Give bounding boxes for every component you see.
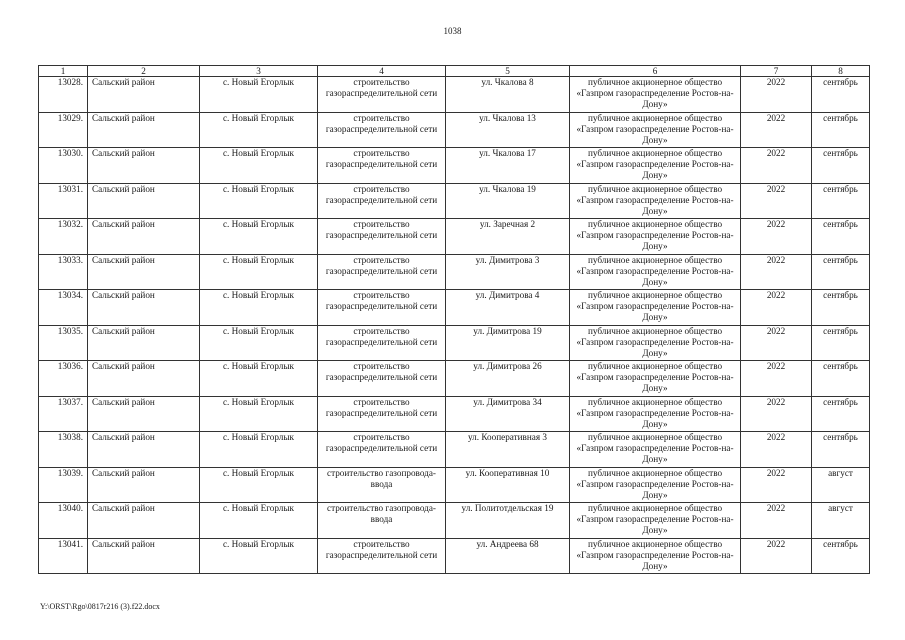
table-row: [39, 396, 870, 432]
district-cell: Сальский район: [88, 361, 200, 397]
organization-cell: публичное акционерное общество «Газпром газораспределение Ростов-на-Дону»: [570, 432, 741, 468]
address-cell: ул. Заречная 2: [446, 219, 570, 255]
year-cell: 2022: [741, 112, 812, 148]
district-cell: Сальский район: [88, 325, 200, 361]
table-row: [39, 148, 870, 184]
work-type-cell: строительство газораспределительной сети: [318, 538, 446, 574]
address-cell: ул. Димитрова 4: [446, 290, 570, 326]
month-cell: август: [812, 467, 870, 503]
address-cell: ул. Димитрова 26: [446, 361, 570, 397]
settlement-cell: с. Новый Егорлык: [200, 77, 318, 113]
table-row: [39, 183, 870, 219]
year-cell: 2022: [741, 361, 812, 397]
organization-cell: публичное акционерное общество «Газпром газораспределение Ростов-на-Дону»: [570, 112, 741, 148]
settlement-cell: с. Новый Егорлык: [200, 290, 318, 326]
settlement-cell: с. Новый Егорлык: [200, 219, 318, 255]
district-cell: Сальский район: [88, 219, 200, 255]
year-cell: 2022: [741, 290, 812, 326]
organization-cell: публичное акционерное общество «Газпром газораспределение Ростов-на-Дону»: [570, 325, 741, 361]
table-row: [39, 77, 870, 113]
footer-file-path: Y:\ORST\Rgo\0817r216 (3).f22.docx: [40, 602, 160, 611]
year-cell: 2022: [741, 467, 812, 503]
work-type-cell: строительство газораспределительной сети: [318, 219, 446, 255]
address-cell: ул. Политотдельская 19: [446, 503, 570, 539]
work-type-cell: строительство газораспределительной сети: [318, 77, 446, 113]
table-row: [39, 112, 870, 148]
address-cell: ул. Чкалова 19: [446, 183, 570, 219]
column-header: 4: [318, 66, 446, 77]
settlement-cell: с. Новый Егорлык: [200, 183, 318, 219]
address-cell: ул. Андреева 68: [446, 538, 570, 574]
row-number-cell: 13028.: [39, 77, 88, 113]
district-cell: Сальский район: [88, 254, 200, 290]
settlement-cell: с. Новый Егорлык: [200, 325, 318, 361]
settlement-cell: с. Новый Егорлык: [200, 432, 318, 468]
organization-cell: публичное акционерное общество «Газпром газораспределение Ростов-на-Дону»: [570, 219, 741, 255]
column-header: 1: [39, 66, 88, 77]
work-type-cell: строительство газораспределительной сети: [318, 361, 446, 397]
year-cell: 2022: [741, 538, 812, 574]
column-header: 3: [200, 66, 318, 77]
row-number-cell: 13031.: [39, 183, 88, 219]
address-cell: ул. Димитрова 3: [446, 254, 570, 290]
month-cell: сентябрь: [812, 432, 870, 468]
organization-cell: публичное акционерное общество «Газпром газораспределение Ростов-на-Дону»: [570, 538, 741, 574]
month-cell: сентябрь: [812, 254, 870, 290]
settlement-cell: с. Новый Егорлык: [200, 148, 318, 184]
table-row: [39, 538, 870, 574]
district-cell: Сальский район: [88, 396, 200, 432]
month-cell: сентябрь: [812, 219, 870, 255]
address-cell: ул. Чкалова 13: [446, 112, 570, 148]
organization-cell: публичное акционерное общество «Газпром газораспределение Ростов-на-Дону»: [570, 503, 741, 539]
district-cell: Сальский район: [88, 148, 200, 184]
organization-cell: публичное акционерное общество «Газпром газораспределение Ростов-на-Дону»: [570, 467, 741, 503]
row-number-cell: 13030.: [39, 148, 88, 184]
year-cell: 2022: [741, 77, 812, 113]
table-row: [39, 325, 870, 361]
district-cell: Сальский район: [88, 183, 200, 219]
year-cell: 2022: [741, 148, 812, 184]
column-header: 6: [570, 66, 741, 77]
organization-cell: публичное акционерное общество «Газпром газораспределение Ростов-на-Дону»: [570, 254, 741, 290]
column-header: 2: [88, 66, 200, 77]
table-row: [39, 432, 870, 468]
month-cell: сентябрь: [812, 183, 870, 219]
row-number-cell: 13038.: [39, 432, 88, 468]
month-cell: сентябрь: [812, 290, 870, 326]
address-cell: ул. Чкалова 17: [446, 148, 570, 184]
row-number-cell: 13041.: [39, 538, 88, 574]
month-cell: сентябрь: [812, 361, 870, 397]
organization-cell: публичное акционерное общество «Газпром газораспределение Ростов-на-Дону»: [570, 361, 741, 397]
year-cell: 2022: [741, 219, 812, 255]
row-number-cell: 13040.: [39, 503, 88, 539]
district-cell: Сальский район: [88, 432, 200, 468]
organization-cell: публичное акционерное общество «Газпром газораспределение Ростов-на-Дону»: [570, 290, 741, 326]
organization-cell: публичное акционерное общество «Газпром газораспределение Ростов-на-Дону»: [570, 77, 741, 113]
settlement-cell: с. Новый Егорлык: [200, 112, 318, 148]
year-cell: 2022: [741, 325, 812, 361]
table-row: [39, 503, 870, 539]
table-row: [39, 219, 870, 255]
district-cell: Сальский район: [88, 467, 200, 503]
year-cell: 2022: [741, 254, 812, 290]
organization-cell: публичное акционерное общество «Газпром газораспределение Ростов-на-Дону»: [570, 183, 741, 219]
district-cell: Сальский район: [88, 77, 200, 113]
row-number-cell: 13037.: [39, 396, 88, 432]
month-cell: сентябрь: [812, 538, 870, 574]
table-row: [39, 290, 870, 326]
column-header: 8: [812, 66, 870, 77]
table-row: [39, 361, 870, 397]
settlement-cell: с. Новый Егорлык: [200, 467, 318, 503]
address-cell: ул. Димитрова 19: [446, 325, 570, 361]
work-type-cell: строительство газораспределительной сети: [318, 148, 446, 184]
year-cell: 2022: [741, 503, 812, 539]
month-cell: август: [812, 503, 870, 539]
row-number-cell: 13036.: [39, 361, 88, 397]
month-cell: сентябрь: [812, 77, 870, 113]
work-type-cell: строительство газопровода-ввода: [318, 503, 446, 539]
settlement-cell: с. Новый Егорлык: [200, 361, 318, 397]
work-type-cell: строительство газораспределительной сети: [318, 112, 446, 148]
month-cell: сентябрь: [812, 325, 870, 361]
row-number-cell: 13033.: [39, 254, 88, 290]
registry-table: [38, 65, 870, 574]
district-cell: Сальский район: [88, 112, 200, 148]
year-cell: 2022: [741, 396, 812, 432]
column-header: 5: [446, 66, 570, 77]
address-cell: ул. Кооперативная 3: [446, 432, 570, 468]
work-type-cell: строительство газораспределительной сети: [318, 290, 446, 326]
organization-cell: публичное акционерное общество «Газпром газораспределение Ростов-на-Дону»: [570, 148, 741, 184]
year-cell: 2022: [741, 432, 812, 468]
month-cell: сентябрь: [812, 396, 870, 432]
table-row: [39, 254, 870, 290]
table-row: [39, 467, 870, 503]
work-type-cell: строительство газораспределительной сети: [318, 432, 446, 468]
district-cell: Сальский район: [88, 538, 200, 574]
address-cell: ул. Кооперативная 10: [446, 467, 570, 503]
address-cell: ул. Чкалова 8: [446, 77, 570, 113]
column-header: 7: [741, 66, 812, 77]
row-number-cell: 13034.: [39, 290, 88, 326]
page-number: 1038: [443, 26, 462, 36]
settlement-cell: с. Новый Егорлык: [200, 538, 318, 574]
work-type-cell: строительство газораспределительной сети: [318, 183, 446, 219]
work-type-cell: строительство газораспределительной сети: [318, 325, 446, 361]
district-cell: Сальский район: [88, 503, 200, 539]
address-cell: ул. Димитрова 34: [446, 396, 570, 432]
row-number-cell: 13032.: [39, 219, 88, 255]
year-cell: 2022: [741, 183, 812, 219]
organization-cell: публичное акционерное общество «Газпром газораспределение Ростов-на-Дону»: [570, 396, 741, 432]
work-type-cell: строительство газораспределительной сети: [318, 396, 446, 432]
month-cell: сентябрь: [812, 148, 870, 184]
row-number-cell: 13039.: [39, 467, 88, 503]
settlement-cell: с. Новый Егорлык: [200, 396, 318, 432]
column-number-row: [39, 66, 870, 77]
month-cell: сентябрь: [812, 112, 870, 148]
row-number-cell: 13029.: [39, 112, 88, 148]
district-cell: Сальский район: [88, 290, 200, 326]
row-number-cell: 13035.: [39, 325, 88, 361]
settlement-cell: с. Новый Егорлык: [200, 254, 318, 290]
work-type-cell: строительство газопровода-ввода: [318, 467, 446, 503]
work-type-cell: строительство газораспределительной сети: [318, 254, 446, 290]
settlement-cell: с. Новый Егорлык: [200, 503, 318, 539]
